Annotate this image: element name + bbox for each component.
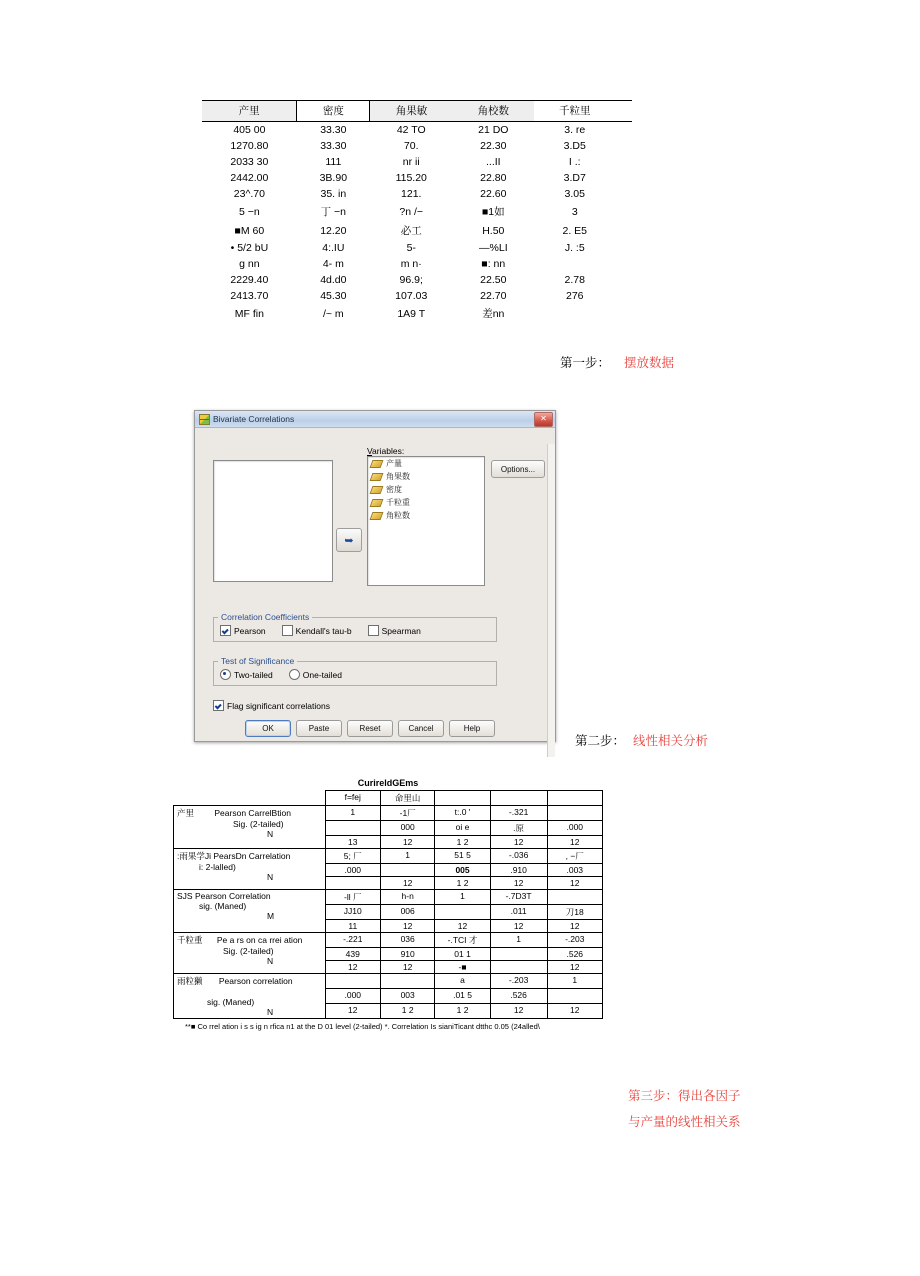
cell: 12: [547, 836, 602, 849]
cell: 12: [547, 1004, 602, 1019]
cell: 96.9;: [399, 274, 423, 286]
cell: 3.05: [564, 188, 585, 200]
col-header-5: [615, 101, 632, 122]
cell: 121.: [401, 188, 422, 200]
cell: 115.20: [395, 172, 427, 184]
cell: 1 2: [435, 836, 490, 849]
cell: 12: [490, 920, 547, 933]
cell: 5 −n: [239, 205, 260, 218]
cell: 2. E5: [562, 224, 588, 237]
cell: 12: [380, 961, 434, 974]
cell: -ll 厂: [325, 890, 380, 905]
cell: a: [435, 974, 490, 989]
cell: [380, 974, 434, 989]
step2-text: 线性相关分析: [633, 734, 709, 748]
scale-variable-icon: [370, 486, 384, 494]
cell: [615, 272, 632, 288]
cell: -.203: [490, 974, 547, 989]
cell: m n·: [400, 258, 422, 270]
cell: [615, 288, 632, 304]
list-item[interactable]: [368, 457, 484, 470]
cell: [490, 948, 547, 961]
cell: [547, 989, 602, 1004]
cell: , −厂: [547, 849, 602, 864]
table-header-row: [202, 101, 632, 122]
cell: [380, 864, 434, 877]
table-row: [202, 256, 632, 272]
col-header-mingli-shan: 命里山: [380, 791, 434, 806]
cell: g nn: [239, 258, 260, 270]
cell: [615, 256, 632, 272]
row-header-sjs: SJS Pearson Correlation sig. (Maned) M: [174, 890, 326, 933]
dialog-edge-strip: [547, 444, 555, 757]
checkbox-spearman[interactable]: [368, 625, 421, 636]
cell: 5; 厂: [325, 849, 380, 864]
cell: -.7D3T: [490, 890, 547, 905]
bivariate-correlations-dialog[interactable]: [194, 410, 556, 742]
cell: • 5/2 bU: [230, 242, 269, 254]
table-row: [202, 122, 632, 139]
cell: 2.78: [564, 274, 585, 286]
cell: [615, 122, 632, 139]
table-row: [202, 304, 632, 324]
cell: 33.30: [320, 124, 347, 136]
cell: 1 2: [380, 1004, 434, 1019]
corner-cell: [174, 791, 326, 806]
cell: [490, 961, 547, 974]
col-header-2: 角果敏: [370, 101, 453, 122]
cell: [435, 905, 490, 920]
table-row: [174, 933, 603, 948]
cell: .910: [490, 864, 547, 877]
row-header-chanli: 产里 Pearson CarrelBtion Sig. (2-tailed) N: [174, 806, 326, 849]
cell: /~ m: [297, 304, 370, 324]
table-row: [174, 849, 603, 864]
test-of-significance-options: [214, 666, 496, 680]
row-header-qianlizhong: 千粒重 Pe a rs on ca rrei ation Sig. (2-tailed) N: [174, 933, 326, 974]
cell: [547, 890, 602, 905]
cell: 3B.90: [319, 172, 348, 184]
correlations-table: [173, 790, 603, 1019]
col-header-4: 千粒里: [534, 101, 615, 122]
reset-button[interactable]: Reset: [347, 720, 393, 737]
table-row: [174, 974, 603, 989]
cell: 45.30: [320, 290, 347, 302]
cell: JJ10: [325, 905, 380, 920]
list-item[interactable]: [368, 470, 484, 483]
cell: 必工: [400, 225, 422, 237]
col-header-f-fej: f=fej: [325, 791, 380, 806]
cell: [615, 138, 632, 154]
row-header-jiaolizhong: 雨粒獭 Pearson correlation sig. (Maned) N: [174, 974, 326, 1019]
cell: 12: [325, 1004, 380, 1019]
radio-icon[interactable]: [220, 669, 231, 680]
cell: 22.60: [480, 188, 507, 200]
table-row: [202, 288, 632, 304]
cell: .003: [547, 864, 602, 877]
cell: 5-: [406, 242, 416, 254]
step1-label: 第一步：: [560, 356, 611, 370]
table-row: [174, 806, 603, 821]
col-header-5: [547, 791, 602, 806]
table-row: [202, 154, 632, 170]
options-button[interactable]: Options...: [491, 460, 545, 478]
cell: [615, 154, 632, 170]
cell: [534, 256, 615, 272]
cell: 3: [571, 205, 578, 218]
cell: 12: [490, 1004, 547, 1019]
cell: .011: [490, 905, 547, 920]
data-table-section: [202, 100, 632, 324]
dialog-title: Bivariate Correlations: [213, 414, 295, 424]
dialog-button-bar: [245, 720, 495, 737]
checkbox-label: Pearson: [234, 625, 266, 636]
correlation-coefficients-group: [213, 612, 497, 642]
cell: .原: [490, 821, 547, 836]
cell: 2442.00: [230, 172, 269, 184]
cell: 000: [380, 821, 434, 836]
cell: 107.03: [395, 290, 428, 302]
cell: .526: [490, 989, 547, 1004]
cell: 1: [435, 890, 490, 905]
cell: 12: [490, 836, 547, 849]
cell: 70.: [403, 140, 419, 152]
cell: -.321: [490, 806, 547, 821]
cell: ...II: [486, 156, 501, 168]
table-row: [202, 272, 632, 288]
checkbox-icon[interactable]: [213, 700, 224, 711]
radio-one-tailed[interactable]: [289, 669, 342, 680]
table-row: [202, 138, 632, 154]
cell: 1: [325, 806, 380, 821]
variables-label: Variables:: [367, 446, 405, 456]
cell: ■M 60: [234, 224, 265, 237]
scale-variable-icon: [370, 473, 384, 481]
cell: -.221: [325, 933, 380, 948]
spss-app-icon: [199, 414, 210, 425]
cell: 12: [490, 877, 547, 890]
cell: 42 TO: [396, 124, 426, 136]
cell: 33.30: [320, 140, 347, 152]
checkbox-label: Kendall's tau-b: [295, 625, 352, 636]
cell: 2413.70: [230, 290, 269, 302]
step1-text: 摆放数据: [624, 356, 675, 370]
cell: 1: [380, 849, 434, 864]
cell: .526: [547, 948, 602, 961]
cell: -1厂: [380, 806, 434, 821]
step3-line1: 第三步：得出各因子: [628, 1089, 741, 1103]
dialog-body: [195, 428, 555, 741]
cell: 2033 30: [230, 156, 269, 168]
col-header-0: 产里: [202, 101, 297, 122]
cell: t:.0 ': [435, 806, 490, 821]
paste-button[interactable]: Paste: [296, 720, 342, 737]
cell: 12: [380, 920, 434, 933]
cell: [325, 974, 380, 989]
radio-label: Two-tailed: [234, 669, 273, 680]
correlations-output-section: [173, 778, 603, 1031]
cell: 11: [325, 920, 380, 933]
cell: [534, 304, 615, 324]
cell: 22.80: [480, 172, 507, 184]
cell: .000: [547, 821, 602, 836]
cell: [615, 240, 632, 256]
col-header-3: [435, 791, 490, 806]
cell: -.036: [490, 849, 547, 864]
checkbox-icon[interactable]: [282, 625, 293, 636]
cell: 003: [380, 989, 434, 1004]
cell: 3. re: [564, 124, 586, 136]
flag-significant-correlations-row[interactable]: [213, 700, 330, 711]
correlations-footnote: **■ Co rrel ation i s s ig n rfica n1 at the D 01 level (2-tailed) *. Correlation Is sianiTicant dtthc 0.05 (24alled\: [185, 1022, 540, 1031]
cell: 1270.80: [230, 140, 269, 152]
scale-variable-icon: [370, 499, 384, 507]
correlation-coefficients-options: [214, 622, 496, 636]
cell: 006: [380, 905, 434, 920]
table-row: [202, 186, 632, 202]
table-row: [202, 240, 632, 256]
radio-icon[interactable]: [289, 669, 300, 680]
cell: 22.70: [480, 290, 507, 302]
move-variable-arrow-icon[interactable]: ➥: [336, 528, 362, 552]
cell: 22.30: [480, 140, 507, 152]
col-header-4: [490, 791, 547, 806]
cell: 23^.70: [233, 188, 265, 200]
help-button[interactable]: Help: [449, 720, 495, 737]
correlations-caption: CurireldGEms: [357, 778, 419, 788]
cell: 12: [435, 920, 490, 933]
data-table-header: [202, 101, 632, 122]
step3-line2: 与产量的线性相关系: [628, 1115, 741, 1129]
table-row: [202, 170, 632, 186]
cell: [325, 877, 380, 890]
cell: 12: [547, 920, 602, 933]
cell: 差nn: [453, 304, 534, 324]
selected-variable-list[interactable]: [367, 456, 485, 586]
cell: 910: [380, 948, 434, 961]
cell: 111: [325, 156, 342, 168]
variable-label: 密度: [386, 485, 402, 494]
cell: H.50: [482, 224, 505, 237]
cell: 1 2: [435, 877, 490, 890]
cell: 22.50: [480, 274, 507, 286]
cancel-button[interactable]: Cancel: [398, 720, 444, 737]
checkbox-label: Spearman: [381, 625, 421, 636]
cell: 01 1: [435, 948, 490, 961]
cell: 2229.40: [230, 274, 269, 286]
cell: 1: [547, 974, 602, 989]
cell: 439: [325, 948, 380, 961]
row-header-jiaoguo: :雨果学Ji PearsDn Carrelation i: 2-lalled) N: [174, 849, 326, 890]
cell: h-n: [380, 890, 434, 905]
cell: 1: [490, 933, 547, 948]
cell: 4- m: [322, 258, 344, 270]
checkbox-pearson[interactable]: [220, 625, 266, 636]
table-row: [202, 202, 632, 221]
cell: 丁 −n: [320, 206, 347, 218]
cell: 1A9 T: [370, 304, 453, 324]
cell: MF fin: [202, 304, 297, 324]
cell: oi e: [435, 821, 490, 836]
step2-label: 第二步：: [575, 734, 626, 748]
cell: ?n /−: [399, 205, 424, 218]
cell: ■: nn: [481, 258, 506, 270]
table-row: [202, 221, 632, 240]
cell: —%LI: [479, 242, 508, 254]
variable-label: 产量: [386, 459, 402, 468]
dialog-titlebar[interactable]: [195, 411, 555, 428]
list-item[interactable]: [368, 483, 484, 496]
radio-two-tailed[interactable]: [220, 669, 273, 680]
cell: 13: [325, 836, 380, 849]
cell: 276: [565, 290, 584, 302]
cell: 005: [435, 864, 490, 877]
cell: 12: [380, 877, 434, 890]
variable-label: 千粒重: [386, 498, 410, 507]
annotation-step-1: [560, 353, 674, 371]
cell: 12: [547, 961, 602, 974]
scale-variable-icon: [370, 460, 384, 468]
data-table-body: [202, 122, 632, 324]
cell: 036: [380, 933, 434, 948]
cell: 12: [325, 961, 380, 974]
test-of-significance-group: [213, 656, 497, 686]
cell: .01 5: [435, 989, 490, 1004]
cell: 12.20: [320, 224, 347, 237]
cell: [615, 202, 632, 221]
cell: -.203: [547, 933, 602, 948]
cell: 405 00: [233, 124, 266, 136]
list-item[interactable]: [368, 496, 484, 509]
test-of-significance-legend: Test of Significance: [221, 656, 295, 666]
cell: J. :5: [564, 242, 585, 254]
cell: [615, 186, 632, 202]
radio-label: One-tailed: [302, 669, 342, 680]
correlations-header-row: [174, 791, 603, 806]
cell: 4:.IU: [322, 242, 345, 254]
cell: ■1如: [481, 206, 505, 218]
correlation-coefficients-legend: Correlation Coefficients: [221, 612, 310, 622]
cell: -.TCI 才: [435, 933, 490, 948]
source-variable-list[interactable]: [213, 460, 333, 582]
checkbox-flag-significant[interactable]: [213, 700, 330, 711]
cell: [615, 304, 632, 324]
cell: 35. in: [320, 188, 347, 200]
cell: nr ii: [402, 156, 420, 168]
col-header-1: 密度: [297, 101, 370, 122]
variable-label: 角粒数: [386, 511, 410, 520]
cell: 4d.d0: [320, 274, 347, 286]
cell: 12: [547, 877, 602, 890]
cell: 3.D7: [563, 172, 586, 184]
cell: -■: [435, 961, 490, 974]
ok-button[interactable]: OK: [245, 720, 291, 737]
cell: [615, 170, 632, 186]
checkbox-icon[interactable]: [368, 625, 379, 636]
cell: 21 DO: [478, 124, 509, 136]
variable-label: 角果数: [386, 472, 410, 481]
cell: [547, 806, 602, 821]
cell: 51 5: [435, 849, 490, 864]
table-row: [174, 890, 603, 905]
checkbox-label: Flag significant correlations: [227, 700, 330, 711]
scale-variable-icon: [370, 512, 384, 520]
annotation-step-2: [575, 731, 708, 749]
list-item[interactable]: [368, 509, 484, 522]
raw-data-table: [202, 100, 632, 324]
col-header-3: 角校数: [453, 101, 534, 122]
cell: .000: [325, 989, 380, 1004]
cell: [325, 821, 380, 836]
cell: 刀18: [547, 905, 602, 920]
cell: 1 2: [435, 1004, 490, 1019]
cell: .000: [325, 864, 380, 877]
checkbox-kendall[interactable]: [282, 625, 352, 636]
cell: I .:: [568, 156, 581, 168]
checkbox-icon[interactable]: [220, 625, 231, 636]
close-icon[interactable]: ✕: [534, 412, 553, 427]
annotation-step-3: [628, 1083, 741, 1135]
cell: [615, 221, 632, 240]
cell: 12: [380, 836, 434, 849]
cell: 3.D5: [563, 140, 586, 152]
